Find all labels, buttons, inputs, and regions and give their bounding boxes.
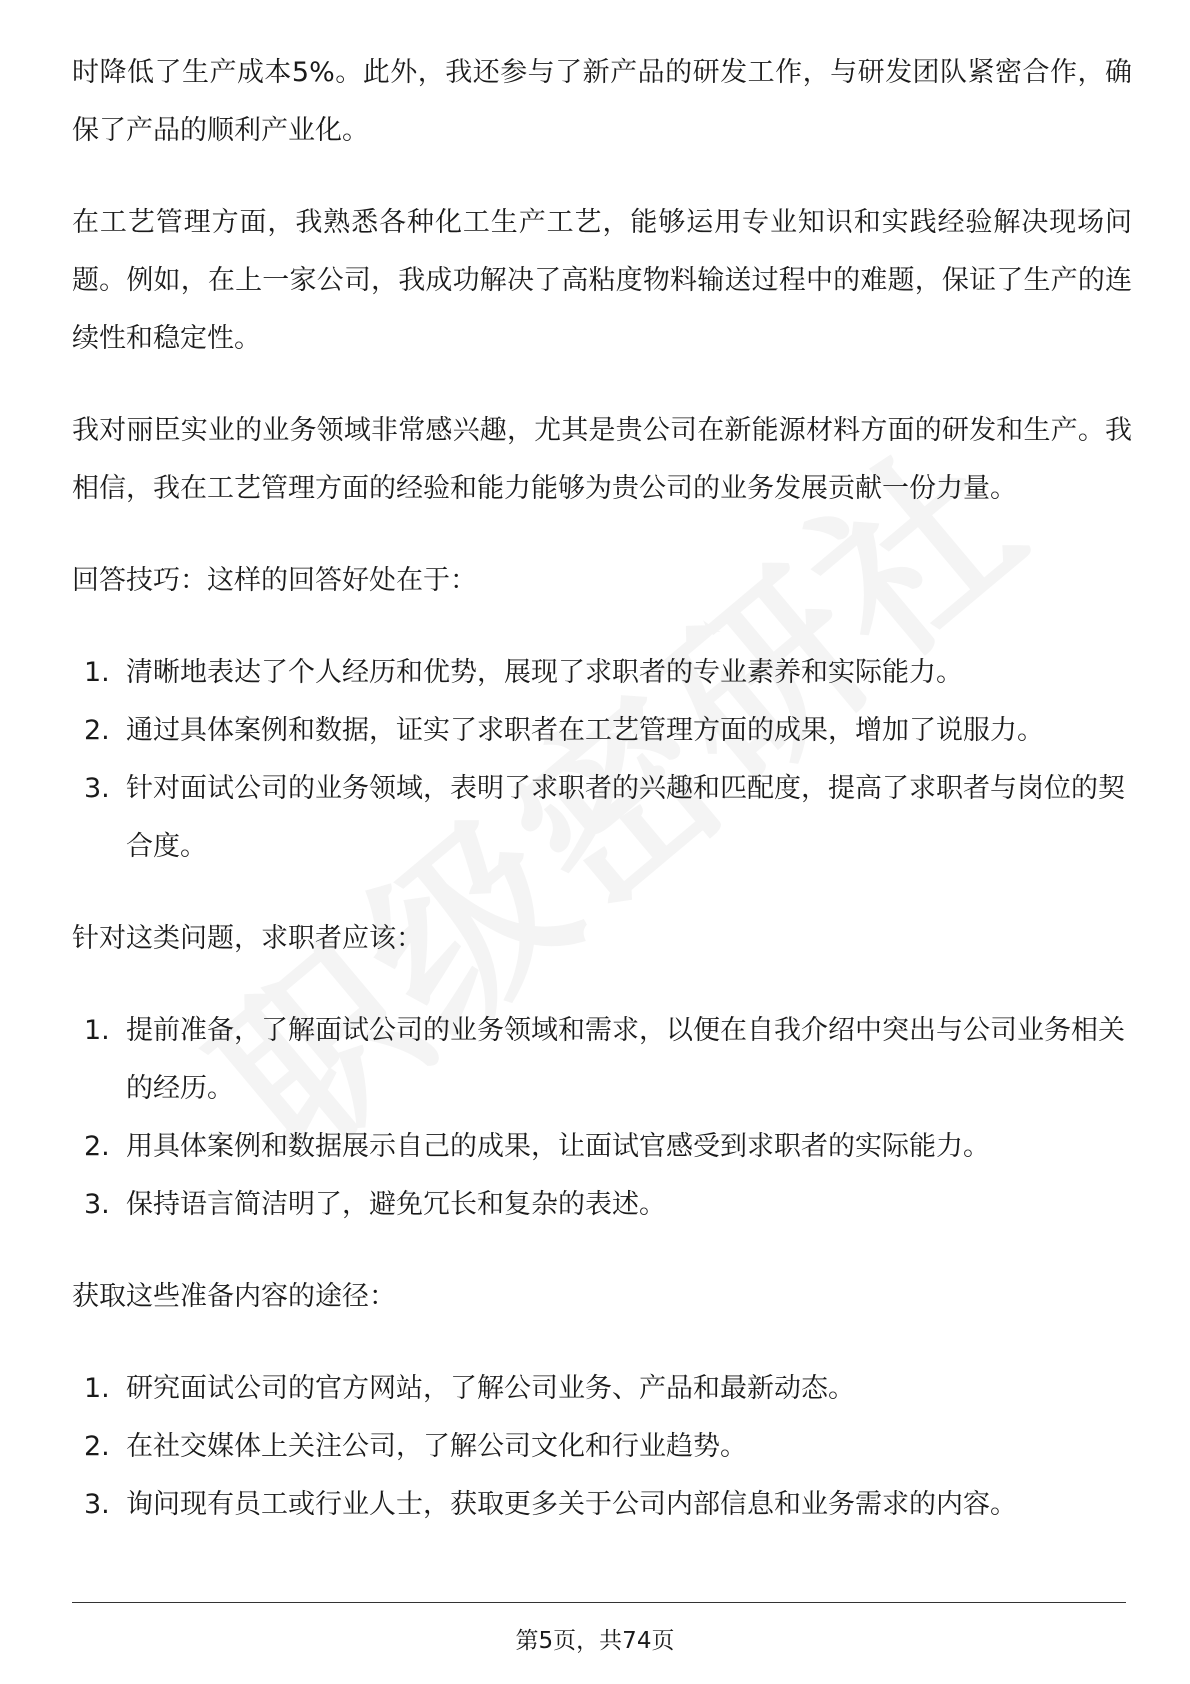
- list-item: [72, 1360, 1132, 1418]
- list-number: 1.: [84, 1373, 110, 1404]
- list-item-text: 针对面试公司的业务领域，表明了求职者的兴趣和匹配度，提高了求职者与岗位的契合度。: [126, 773, 1125, 862]
- paragraph-process-management: 在工艺管理方面，我熟悉各种化工生产工艺，能够运用专业知识和实践经验解决现场问题。例如，在上一家公司，我成功解决了高粘度物料输送过程中的难题，保证了生产的连续性和稳定性。: [72, 207, 1132, 354]
- section-heading-sources: 获取这些准备内容的途径：: [72, 1281, 396, 1312]
- list-item-text: 询问现有员工或行业人士，获取更多关于公司内部信息和业务需求的内容。: [126, 1489, 1017, 1520]
- list-item-text: 保持语言简洁明了，避免冗长和复杂的表述。: [126, 1189, 666, 1220]
- section-heading-tips: 回答技巧：这样的回答好处在于：: [72, 565, 477, 596]
- list-item: [72, 1002, 1132, 1118]
- list-number: 3.: [84, 1189, 110, 1220]
- tips-list: [72, 644, 1132, 876]
- list-number: 1.: [84, 1015, 110, 1046]
- list-number: 2.: [84, 1431, 110, 1462]
- footer-divider: [72, 1602, 1126, 1603]
- list-item: [72, 1476, 1132, 1534]
- list-number: 3.: [84, 773, 110, 804]
- list-item-text: 通过具体案例和数据，证实了求职者在工艺管理方面的成果，增加了说服力。: [126, 715, 1044, 746]
- advice-list: [72, 1002, 1132, 1234]
- paragraph-cost-reduction: 时降低了生产成本5%。此外，我还参与了新产品的研发工作，与研发团队紧密合作，确保了产品的顺利产业化。: [72, 57, 1132, 146]
- list-item-text: 在社交媒体上关注公司，了解公司文化和行业趋势。: [126, 1431, 747, 1462]
- list-item-text: 用具体案例和数据展示自己的成果，让面试官感受到求职者的实际能力。: [126, 1131, 990, 1162]
- list-item: [72, 702, 1132, 760]
- list-number: 2.: [84, 715, 110, 746]
- list-item-text: 清晰地表达了个人经历和优势，展现了求职者的专业素养和实际能力。: [126, 657, 963, 688]
- list-number: 1.: [84, 657, 110, 688]
- list-number: 2.: [84, 1131, 110, 1162]
- list-item-text: 提前准备，了解面试公司的业务领域和需求，以便在自我介绍中突出与公司业务相关的经历。: [126, 1015, 1125, 1104]
- list-item: [72, 760, 1132, 876]
- list-number: 3.: [84, 1489, 110, 1520]
- list-item: [72, 1418, 1132, 1476]
- list-item: [72, 1118, 1132, 1176]
- page-number: 第5页，共74页: [515, 1628, 675, 1654]
- paragraph-company-interest: 我对丽臣实业的业务领域非常感兴趣，尤其是贵公司在新能源材料方面的研发和生产。我相信，我在工艺管理方面的经验和能力能够为贵公司的业务发展贡献一份力量。: [72, 415, 1132, 504]
- document-body: [72, 44, 1132, 1568]
- list-item: [72, 644, 1132, 702]
- list-item: [72, 1176, 1132, 1234]
- section-heading-advice: 针对这类问题，求职者应该：: [72, 923, 423, 954]
- list-item-text: 研究面试公司的官方网站，了解公司业务、产品和最新动态。: [126, 1373, 855, 1404]
- sources-list: [72, 1360, 1132, 1534]
